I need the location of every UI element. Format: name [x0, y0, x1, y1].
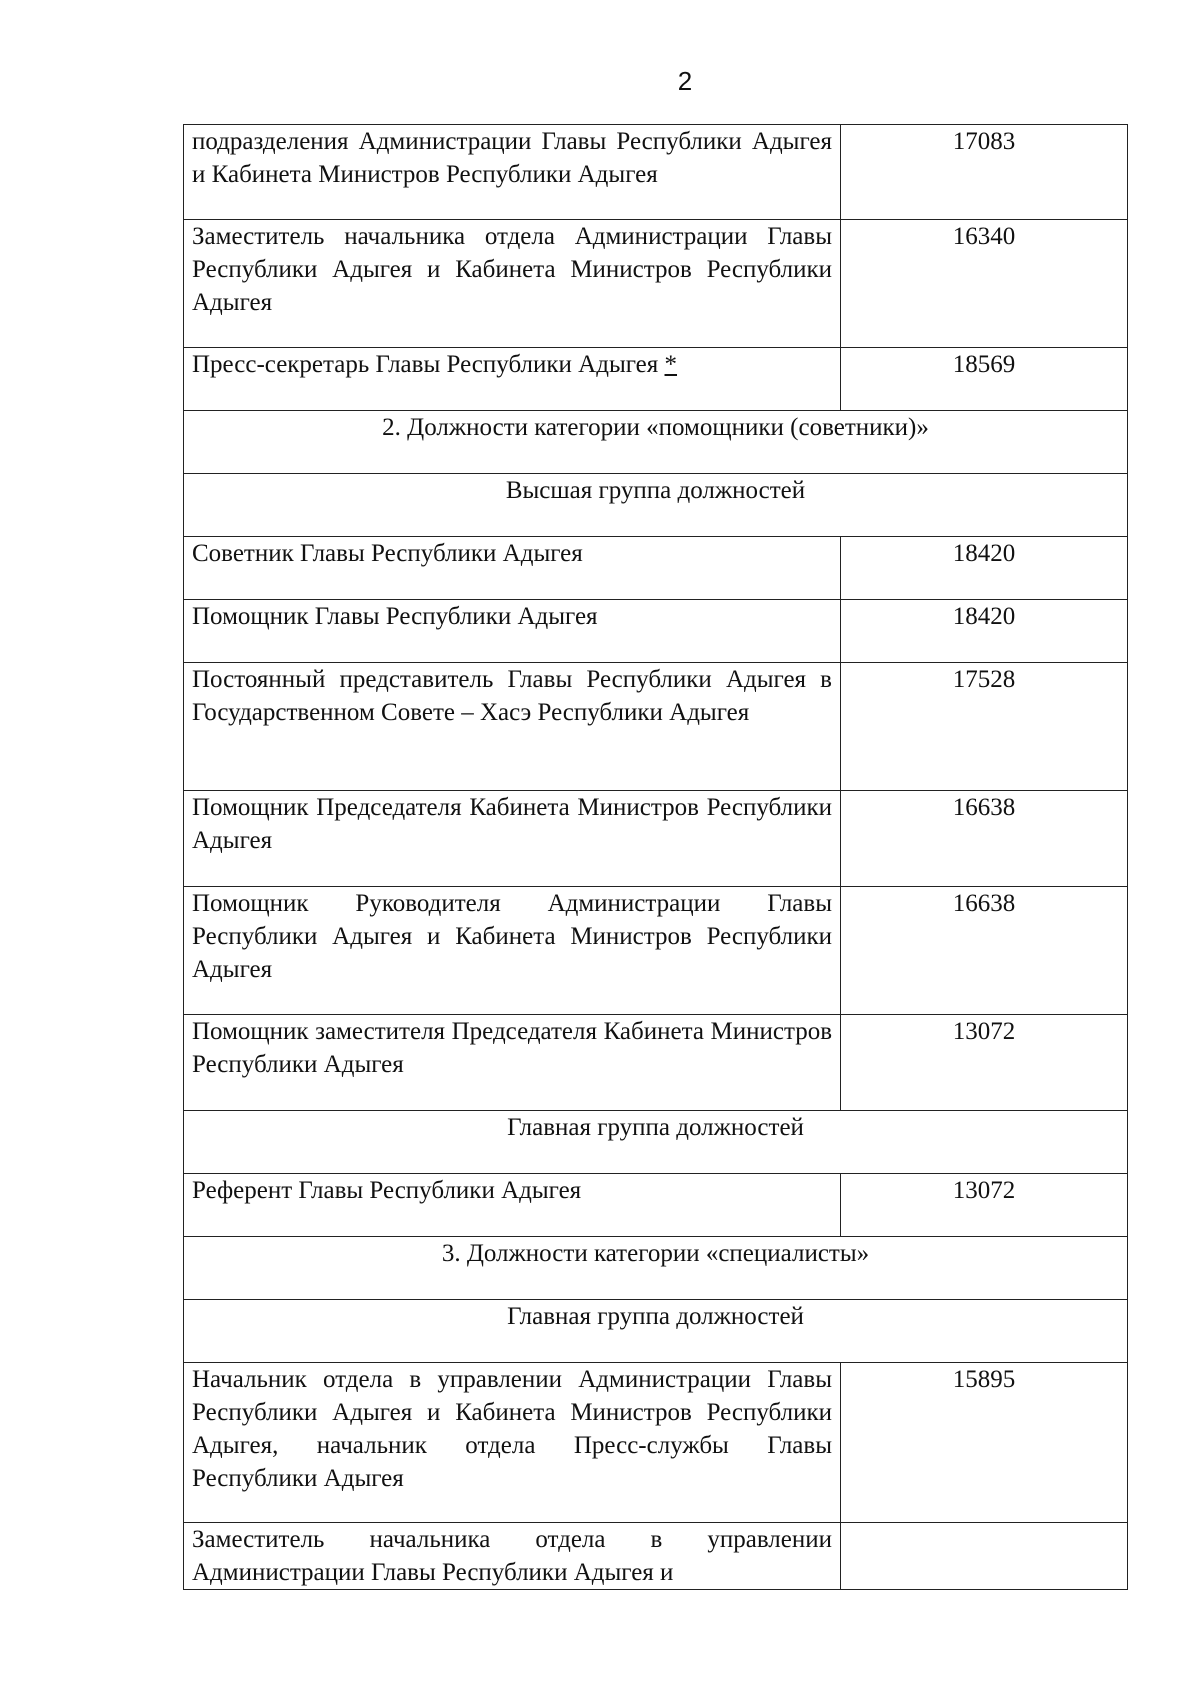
position-title: Заместитель начальника отдела в управлении Администрации Главы Республики Адыгея и: [184, 1523, 841, 1590]
section-header-row: [184, 411, 1128, 474]
footnote-marker: *: [664, 351, 678, 378]
category-header: 2. Должности категории «помощники (советники)»: [184, 411, 1128, 474]
table-row: [184, 600, 1128, 663]
table-row: [184, 220, 1128, 348]
section-header-row: [184, 1300, 1128, 1363]
position-salary: 16638: [841, 791, 1128, 887]
section-header-row: [184, 1237, 1128, 1300]
position-title: Помощник Руководителя Администрации Главы Республики Адыгея и Кабинета Министров Республики Адыгея: [184, 887, 841, 1015]
table-row: [184, 1174, 1128, 1237]
page-number: 2: [677, 66, 693, 96]
position-title: Пресс-секретарь Главы Республики Адыгея: [192, 351, 659, 378]
position-salary: 15895: [841, 1363, 1128, 1523]
section-header-row: [184, 1111, 1128, 1174]
table-row: [184, 125, 1128, 220]
table-row: [184, 1363, 1128, 1523]
position-title: Заместитель начальника отдела Администрации Главы Республики Адыгея и Кабинета Министров Республики Адыгея: [184, 220, 841, 348]
table-row: [184, 791, 1128, 887]
position-title: Помощник Председателя Кабинета Министров Республики Адыгея: [184, 791, 841, 887]
position-title: подразделения Администрации Главы Республики Адыгея и Кабинета Министров Республики Адыгея: [184, 125, 841, 220]
table-row: [184, 1523, 1128, 1590]
table-row: [184, 1015, 1128, 1111]
position-title: Советник Главы Республики Адыгея: [184, 537, 841, 600]
position-salary: 13072: [841, 1015, 1128, 1111]
table-row: [184, 887, 1128, 1015]
position-title: Референт Главы Республики Адыгея: [184, 1174, 841, 1237]
position-salary: 16340: [841, 220, 1128, 348]
position-salary: 18420: [841, 537, 1128, 600]
position-salary: 13072: [841, 1174, 1128, 1237]
position-salary: 17528: [841, 663, 1128, 791]
position-title: Помощник Главы Республики Адыгея: [184, 600, 841, 663]
group-header: Главная группа должностей: [184, 1111, 1128, 1174]
position-salary: 18569: [841, 348, 1128, 411]
position-title: Постоянный представитель Главы Республики Адыгея в Государственном Совете – Хасэ Республики Адыгея: [184, 663, 841, 791]
position-salary: [841, 1523, 1128, 1590]
position-title: Начальник отдела в управлении Администрации Главы Республики Адыгея и Кабинета Министров Республики Адыгея, начальник отдела Пресс-службы Главы Республики Адыгея: [184, 1363, 841, 1523]
group-header: Высшая группа должностей: [184, 474, 1128, 537]
table-row: [184, 663, 1128, 791]
table-row: [184, 348, 1128, 411]
category-header: 3. Должности категории «специалисты»: [184, 1237, 1128, 1300]
salary-table: [183, 124, 1128, 1590]
table-row: [184, 537, 1128, 600]
group-header: Главная группа должностей: [184, 1300, 1128, 1363]
position-salary: 17083: [841, 125, 1128, 220]
section-header-row: [184, 474, 1128, 537]
position-salary: 16638: [841, 887, 1128, 1015]
position-title: Помощник заместителя Председателя Кабинета Министров Республики Адыгея: [184, 1015, 841, 1111]
position-salary: 18420: [841, 600, 1128, 663]
position-title-cell: [184, 348, 841, 411]
